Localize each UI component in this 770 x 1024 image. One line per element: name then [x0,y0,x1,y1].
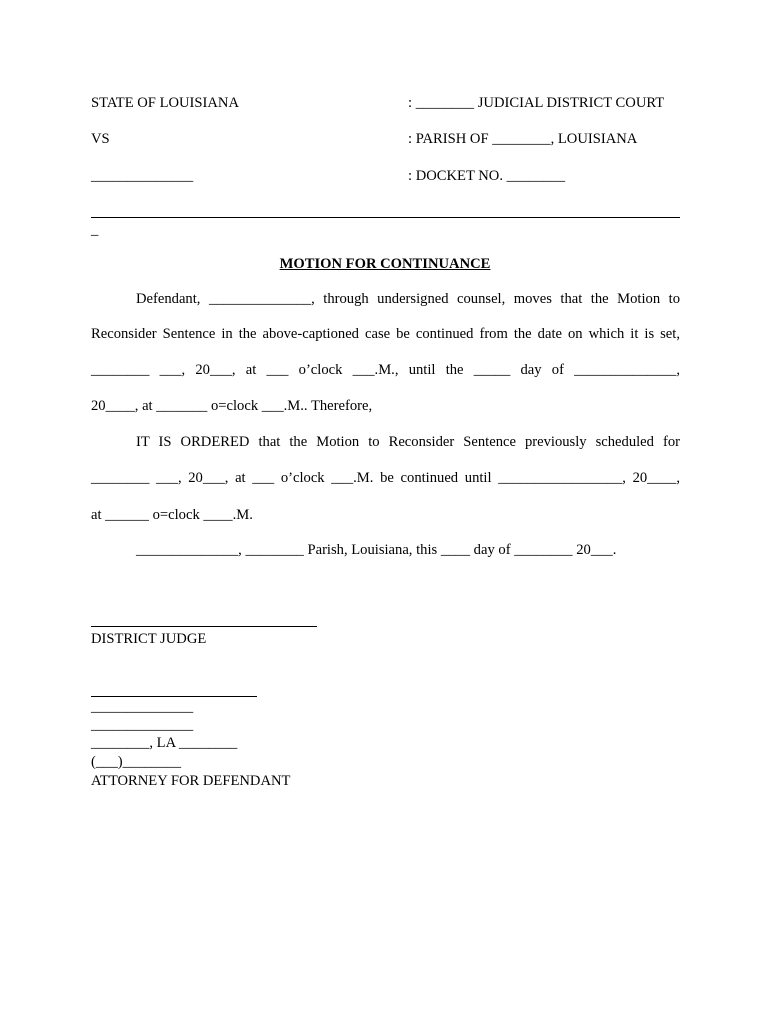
caption-divider [91,217,680,218]
body-line-2: Reconsider Sentence in the above-captioned case be continued from the date on which it is set, [91,326,680,342]
caption-docket: : DOCKET NO. ________ [408,168,566,184]
body-line-3: ________ ___, 20___, at ___ o’clock ___.M., until the _____ day of ______________, [91,362,680,378]
body-line-8: ______________, ________ Parish, Louisiana, this ____ day of ________ 20___. [136,542,617,558]
attorney-address-line-1: ______________ [91,699,194,715]
attorney-phone: (___)________ [91,754,181,770]
document-title: MOTION FOR CONTINUANCE [279,256,491,272]
attorney-city-state: ________, LA ________ [91,735,238,751]
body-line-5: IT IS ORDERED that the Motion to Reconsider Sentence previously scheduled for [136,434,680,450]
attorney-label: ATTORNEY FOR DEFENDANT [91,773,291,789]
caption-court: : ________ JUDICIAL DISTRICT COURT [408,95,665,111]
attorney-address-line-2: ______________ [91,717,194,733]
judge-signature-line [91,626,317,627]
caption-divider-tail: _ [91,222,99,238]
body-line-6: ________ ___, 20___, at ___ o’clock ___.M. be continued until _________________, 20____, [91,470,680,486]
body-line-7: at ______ o=clock ____.M. [91,507,253,523]
attorney-signature-line [91,696,257,697]
body-line-1: Defendant, ______________, through undersigned counsel, moves that the Motion to [136,291,680,307]
caption-state: STATE OF LOUISIANA [91,95,240,111]
judge-label: DISTRICT JUDGE [91,631,207,647]
caption-vs: VS [91,131,110,147]
body-line-4: 20____, at _______ o=clock ___.M.. Therefore, [91,398,373,414]
caption-parish: : PARISH OF ________, LOUISIANA [408,131,638,147]
caption-party-blank: ______________ [91,168,194,184]
